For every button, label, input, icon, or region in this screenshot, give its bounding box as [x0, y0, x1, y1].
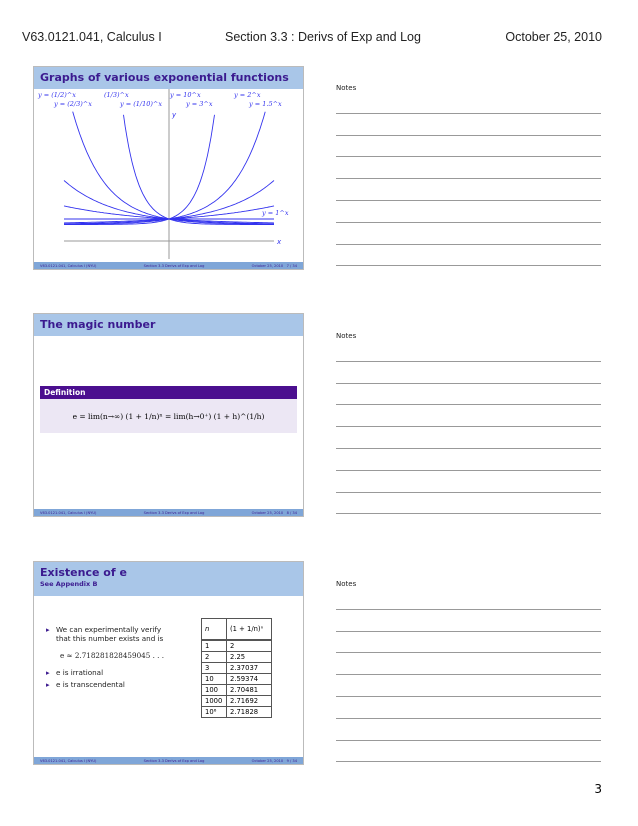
notes-label: Notes [336, 332, 357, 340]
curve-label: y = 1^x [262, 209, 289, 217]
slide-8 [33, 313, 304, 517]
note-line [336, 136, 601, 158]
footer-course: V63.0121.041, Calculus I (NYU) [40, 263, 97, 268]
slide-title: The magic number [34, 314, 303, 336]
note-line [336, 632, 601, 654]
notes-label: Notes [336, 580, 357, 588]
note-line [336, 741, 601, 763]
footer-date: October 25, 2010 [251, 510, 284, 515]
note-line [336, 223, 601, 245]
y-axis-label: y [172, 111, 177, 119]
table-cell: 2.59374 [227, 674, 272, 685]
table-cell: 2 [202, 652, 227, 663]
table-cell: 2.37037 [227, 663, 272, 674]
table-cell: 10 [202, 674, 227, 685]
bullet: ▸ e is irrational [56, 668, 184, 677]
note-line [336, 362, 601, 384]
footer-page: 8 / 34 [286, 510, 297, 515]
table-row [202, 674, 272, 685]
table-cell: 10⁶ [202, 707, 227, 718]
table-cell: 2.25 [227, 652, 272, 663]
note-line [336, 697, 601, 719]
table-cell: 2 [227, 640, 272, 652]
table-row [202, 685, 272, 696]
curve-label: (1/3)^x [104, 91, 129, 99]
exponential-graph [34, 89, 303, 259]
footer-section: Section 3.3 Derivs of Exp and Log [143, 263, 205, 268]
curve-label: y = (1/2)^x [38, 91, 76, 99]
curve-label: y = (2/3)^x [54, 100, 92, 108]
footer-section: Section 3.3 Derivs of Exp and Log [143, 758, 205, 763]
table-cell: 2.71692 [227, 696, 272, 707]
header-date: October 25, 2010 [505, 30, 602, 44]
table-cell: 1 [202, 640, 227, 652]
bullet: ▸ e is transcendental [56, 680, 184, 689]
note-line [336, 675, 601, 697]
e-approx [60, 651, 184, 660]
table-header [202, 619, 272, 641]
curve-base-0.3333 [73, 112, 274, 225]
footer-page: 9 / 34 [286, 758, 297, 763]
slide-9 [33, 561, 304, 765]
note-line [336, 340, 601, 362]
note-line [336, 245, 601, 267]
header-section: Section 3.3 : Derivs of Exp and Log [225, 30, 421, 44]
note-line [336, 201, 601, 223]
curve-base-0.1 [124, 115, 275, 225]
header-cell: n [202, 619, 227, 641]
footer-date: October 25, 2010 [251, 263, 284, 268]
table-row [202, 707, 272, 718]
note-line [336, 384, 601, 406]
note-line [336, 719, 601, 741]
notes-area-1[interactable] [336, 84, 601, 266]
slide-footer [34, 509, 303, 516]
notes-label: Notes [336, 84, 357, 92]
slide-title [34, 562, 303, 596]
note-line [336, 92, 601, 114]
curve-base-10 [64, 115, 215, 225]
note-line [336, 157, 601, 179]
header-cell: (1 + 1/n)ⁿ [227, 619, 272, 641]
curve-label: y = 3^x [186, 100, 213, 108]
table-row [202, 652, 272, 663]
note-line [336, 588, 601, 610]
note-line [336, 493, 601, 515]
bullet: ▸ We can experimentally verify that this number exists and is [56, 625, 164, 643]
slide-footer [34, 757, 303, 764]
footer-section: Section 3.3 Derivs of Exp and Log [143, 510, 205, 515]
curve-label: y = 2^x [234, 91, 261, 99]
slide-footer [34, 262, 303, 269]
x-axis-label: x [277, 238, 282, 246]
table-cell: 1000 [202, 696, 227, 707]
header-course: V63.0121.041, Calculus I [22, 30, 162, 44]
note-line [336, 653, 601, 675]
note-line [336, 405, 601, 427]
page-number: 3 [594, 782, 602, 796]
slide-7 [33, 66, 304, 270]
table-row [202, 640, 272, 652]
bullet-list [44, 622, 184, 692]
note-line [336, 427, 601, 449]
note-line [336, 449, 601, 471]
curve-base-3 [64, 112, 265, 225]
title-text: Existence of e [40, 566, 127, 579]
note-line [336, 114, 601, 136]
table-row [202, 663, 272, 674]
note-line [336, 179, 601, 201]
footer-page: 7 / 34 [286, 263, 297, 268]
definition-formula: e = lim(n→∞) (1 + 1/n)ⁿ = lim(h→0⁺) (1 + h)^(1/h) [40, 399, 297, 433]
approx-text: e ≈ 2.718281828459045 . . . [60, 651, 165, 660]
slide-title: Graphs of various exponential functions [34, 67, 303, 89]
table-row [202, 696, 272, 707]
subtitle: See Appendix B [40, 580, 98, 588]
table-cell: 3 [202, 663, 227, 674]
curve-label: y = 1.5^x [249, 100, 282, 108]
curve-label: y = 10^x [170, 91, 201, 99]
table-cell: 100 [202, 685, 227, 696]
footer-date: October 25, 2010 [251, 758, 284, 763]
notes-area-3[interactable] [336, 580, 601, 762]
footer-course: V63.0121.041, Calculus I (NYU) [40, 510, 97, 515]
definition-header: Definition [40, 386, 297, 399]
note-line [336, 471, 601, 493]
convergence-table [201, 618, 272, 718]
table-cell: 2.70481 [227, 685, 272, 696]
footer-course: V63.0121.041, Calculus I (NYU) [40, 758, 97, 763]
note-line [336, 610, 601, 632]
notes-area-2[interactable] [336, 332, 601, 514]
curve-label: y = (1/10)^x [120, 100, 163, 108]
table-cell: 2.71828 [227, 707, 272, 718]
